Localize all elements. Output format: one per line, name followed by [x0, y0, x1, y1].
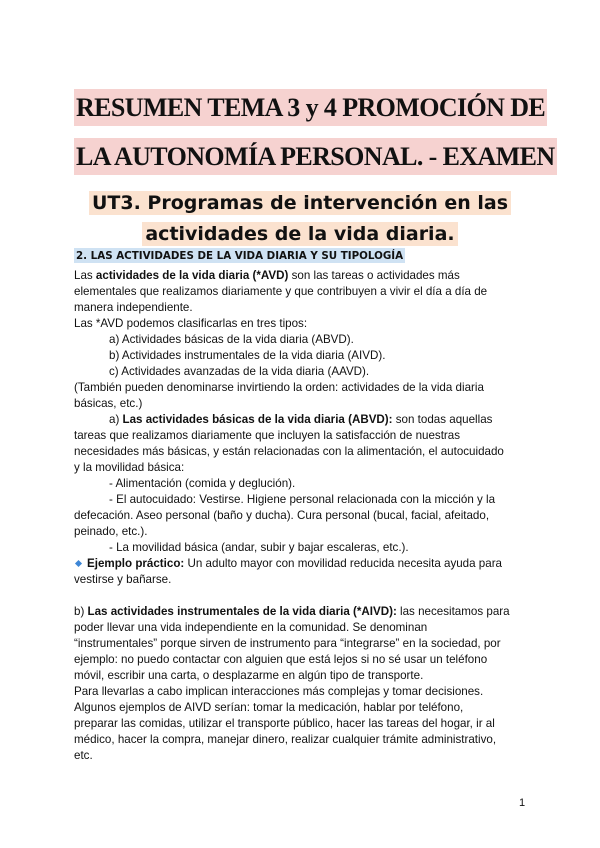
abvd-item-2b: defecación. Aseo personal (baño y ducha). Cura personal (bucal, facial, afeitado,	[74, 509, 490, 522]
example-line-2: vestirse y bañarse.	[74, 573, 172, 586]
intro-bold: actividades de la vida diaria (*AVD)	[95, 269, 289, 282]
document-title-line-2: LA AUTONOMÍA PERSONAL. - EXAMEN	[74, 138, 557, 175]
intro-pre: Las	[74, 269, 96, 282]
page-number: 1	[519, 797, 526, 809]
abvd-pre: a)	[109, 413, 123, 426]
aivd-line-4: ejemplo: no puedo contactar con alguien que está lejos si no sé usar un teléfono	[74, 653, 488, 666]
unit-subtitle	[80, 188, 520, 250]
type-item-b: b) Actividades instrumentales de la vida diaria (AIVD).	[109, 349, 386, 362]
intro-post: son las tareas o actividades más	[288, 269, 460, 282]
abvd-item-2c: peinado, etc.).	[74, 525, 148, 538]
diamond-bullet-icon	[75, 560, 82, 567]
abvd-line-3: necesidades más básicas, y están relacionadas con la alimentación, el autocuidado	[74, 445, 504, 458]
abvd-line-4: y la movilidad básica:	[74, 461, 185, 474]
intro-line-2: elementales que realizamos diariamente y que contribuyen a vivir el día a día de	[74, 285, 488, 298]
intro-line-1	[74, 268, 460, 284]
aivd-line-8: preparar las comidas, utilizar el transporte público, hacer las tareas del hogar, ir al	[74, 717, 495, 730]
document-title-line-1: RESUMEN TEMA 3 y 4 PROMOCIÓN DE	[74, 89, 547, 126]
abvd-bold: Las actividades básicas de la vida diaria (ABVD):	[122, 413, 393, 426]
aivd-pre: b)	[74, 605, 88, 618]
aivd-line-9: médico, hacer la compra, manejar dinero, realizar cualquier trámite administrativo,	[74, 733, 497, 746]
aivd-line-6: Para llevarlas a cabo implican interacciones más complejas y tomar decisiones.	[74, 685, 484, 698]
note-line-1: (También pueden denominarse invirtiendo la orden: actividades de la vida diaria	[74, 381, 484, 394]
section-heading: 2. LAS ACTIVIDADES DE LA VIDA DIARIA Y SU TIPOLOGÍA	[76, 250, 404, 262]
example-text: Un adulto mayor con movilidad reducida necesita ayuda para	[184, 557, 503, 570]
example-bold: Ejemplo práctico:	[87, 557, 185, 570]
example-line-1	[74, 556, 502, 572]
aivd-bold: Las actividades instrumentales de la vida diaria (*AIVD):	[87, 605, 397, 618]
abvd-post: son todas aquellas	[392, 413, 493, 426]
aivd-line-2: poder llevar una vida independiente en la comunidad. Se denominan	[74, 621, 428, 634]
unit-subtitle-line-2: actividades de la vida diaria.	[142, 222, 457, 246]
intro-line-3: manera independiente.	[74, 301, 193, 314]
abvd-item-1: - Alimentación (comida y deglución).	[109, 477, 296, 490]
type-item-a: a) Actividades básicas de la vida diaria (ABVD).	[109, 333, 354, 346]
type-item-c: c) Actividades avanzadas de la vida diaria (AAVD).	[109, 365, 370, 378]
abvd-line-1	[109, 412, 492, 428]
abvd-line-2: tareas que realizamos diariamente que incluyen la satisfacción de nuestras	[74, 429, 461, 442]
aivd-line-7: Algunos ejemplos de AIVD serían: tomar la medicación, hablar por teléfono,	[74, 701, 464, 714]
abvd-item-3: - La movilidad básica (andar, subir y bajar escaleras, etc.).	[109, 541, 409, 554]
aivd-post: las necesitamos para	[396, 605, 510, 618]
aivd-line-5: móvil, escribir una carta, o desplazarme en algún tipo de transporte.	[74, 669, 424, 682]
aivd-line-3: “instrumentales” porque sirven de instrumento para “integrarse” en la sociedad, por	[74, 637, 501, 650]
classify-line: Las *AVD podemos clasificarlas en tres tipos:	[74, 317, 308, 330]
note-line-2: básicas, etc.)	[74, 397, 143, 410]
aivd-line-10: etc.	[74, 749, 93, 762]
aivd-line-1	[74, 604, 510, 620]
abvd-item-2: - El autocuidado: Vestirse. Higiene personal relacionada con la micción y la	[109, 493, 496, 506]
unit-subtitle-line-1: UT3. Programas de intervención en las	[89, 191, 511, 215]
